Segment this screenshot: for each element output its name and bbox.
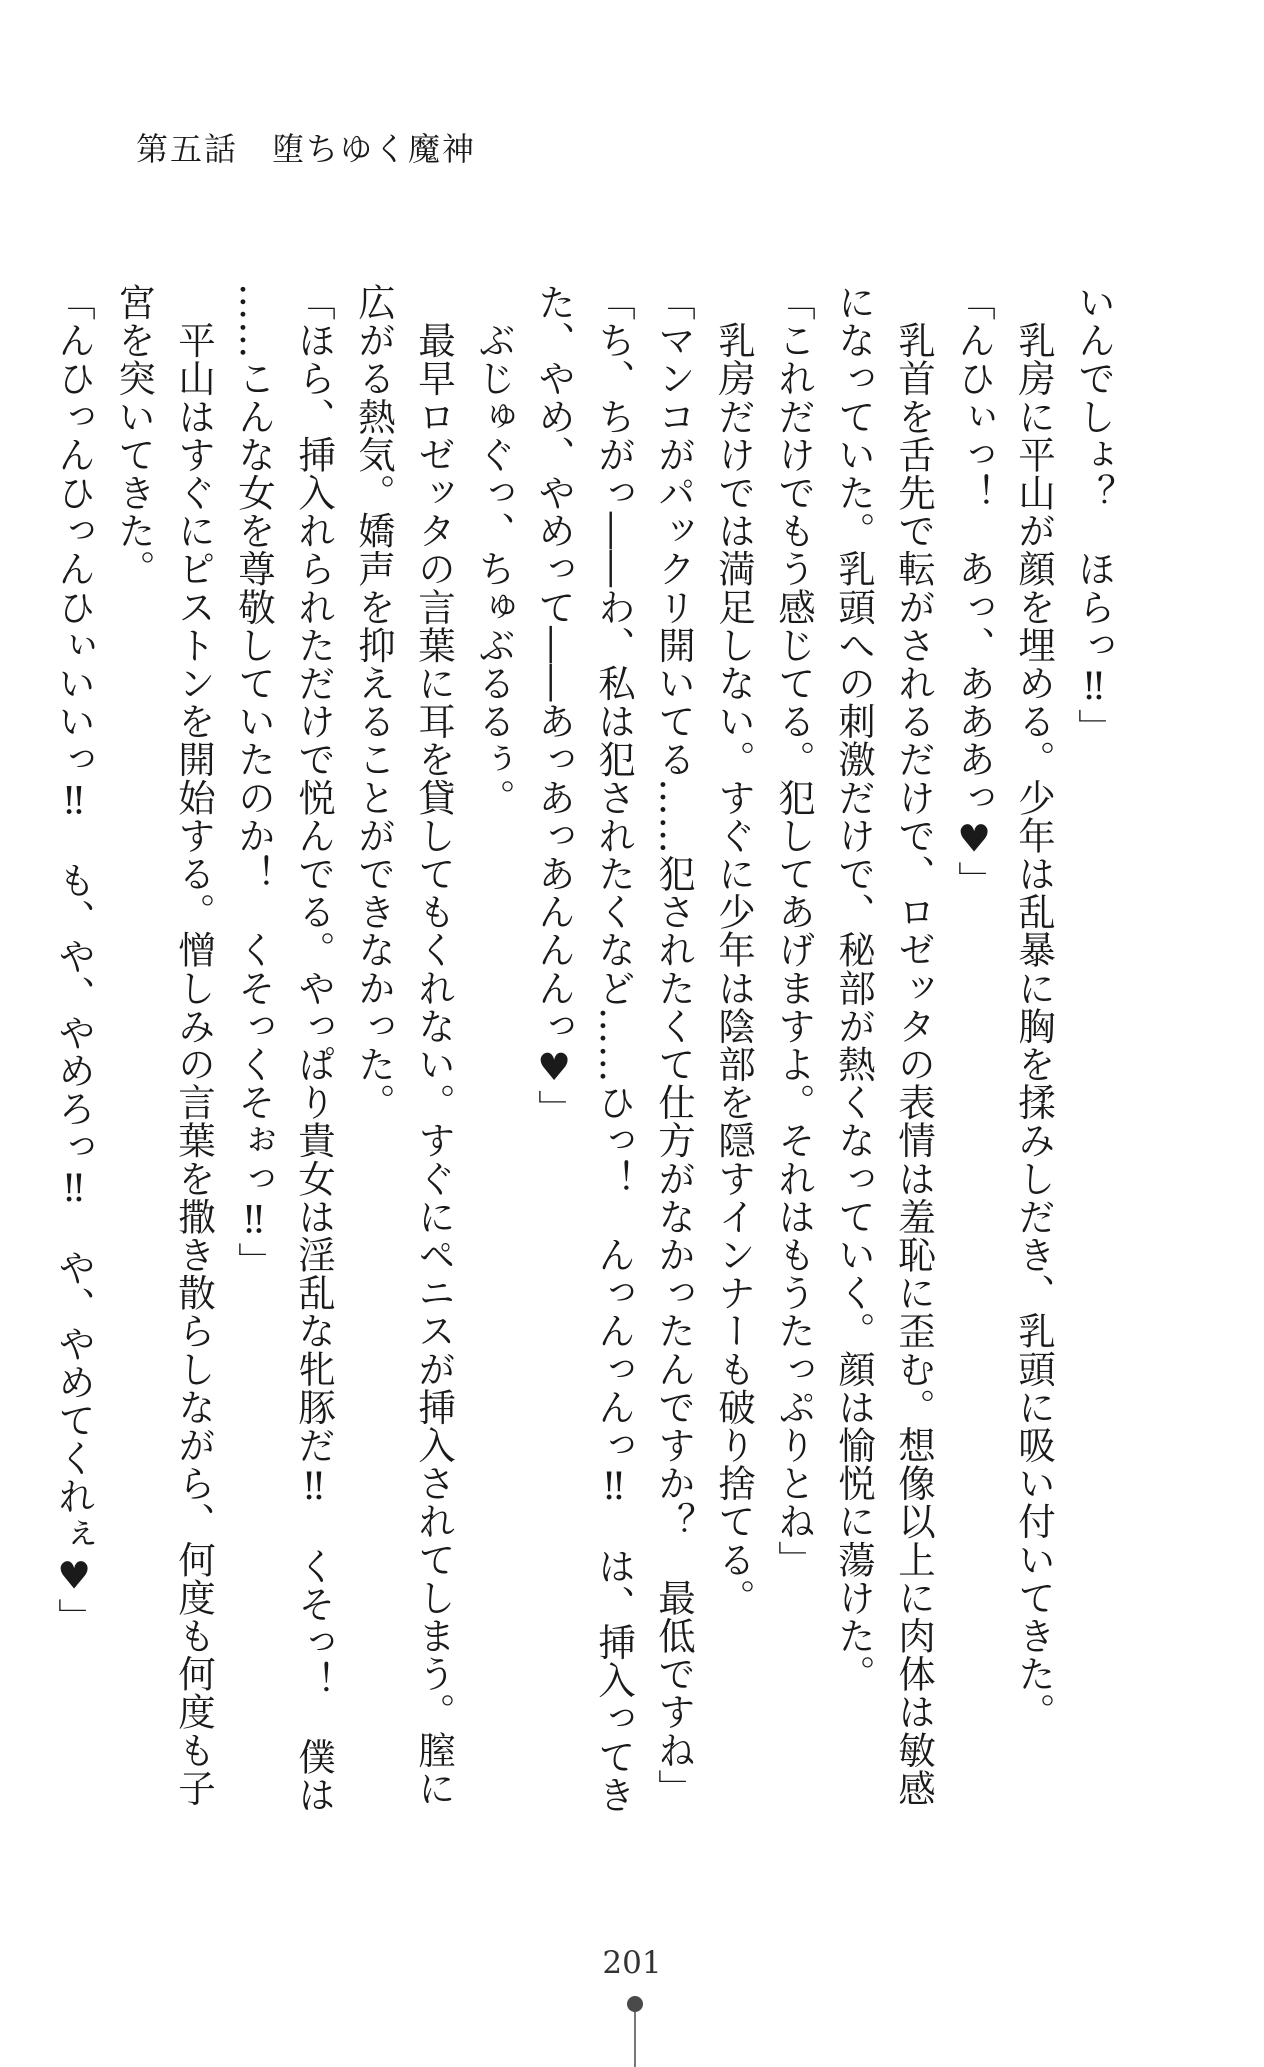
text-line: 「ほら、挿入れられただけで悦んでる。やっぱり貴女は淫乱な牝豚だ‼ くそっ！ 僕は xyxy=(292,283,336,1814)
text-line: 宮を突いてきた。 xyxy=(112,283,156,588)
text-line: 乳首を舌先で転がされるだけで、ロゼッタの表情は羞恥に歪む。想像以上に肉体は敏感 xyxy=(892,283,936,1807)
text-line: 平山はすぐにピストンを開始する。憎しみの言葉を撒き散らしながら、何度も何度も子 xyxy=(172,283,216,1807)
chapter-header: 第五話 堕ちゆく魔神 xyxy=(136,130,477,168)
text-line: た、やめ、やめって――あっあっあんんんっ♥」 xyxy=(532,283,576,1128)
page-marker-line xyxy=(634,2012,636,2067)
text-line: 乳房に平山が顔を埋める。少年は乱暴に胸を揉みしだき、乳頭に吸い付いてきた。 xyxy=(1012,283,1056,1731)
text-line: 「ち、ちがっ――わ、私は犯されたくなど……ひっ！ んっんっんっ‼ は、挿入ってき xyxy=(592,283,636,1814)
text-line: 最早ロゼッタの言葉に耳を貸してもくれない。すぐにペニスが挿入されてしまう。膣に xyxy=(412,283,456,1807)
text-line: 「マンコがパックリ開いてる……犯されたくて仕方がなかったんですか？ 最低ですね」 xyxy=(652,283,696,1807)
text-line: ……こんな女を尊敬していたのか！ くそっくそぉっ‼」 xyxy=(232,283,276,1281)
page-footer xyxy=(0,1945,1264,2067)
text-line: になっていた。乳頭への刺激だけで、秘部が熱くなっていく。顔は愉悦に蕩けた。 xyxy=(832,283,876,1693)
text-line: 「んひっんひっんひぃいいっ‼ も、や、やめろっ‼ や、やめてくれぇ♥」 xyxy=(52,283,96,1636)
text-line: いんでしょ？ ほらっ‼」 xyxy=(1072,283,1116,747)
text-line: 広がる熱気。嬌声を抑えることができなかった。 xyxy=(352,283,396,1122)
text-line: 「これだけでもう感じてる。犯してあげますよ。それはもうたっぷりとね」 xyxy=(772,283,816,1579)
text-line: ぶじゅぐっ、ちゅぶるるぅ。 xyxy=(472,283,516,817)
text-line: 「んひぃっ！ あっ、あああっ♥」 xyxy=(952,283,996,900)
page-marker-dot xyxy=(627,1996,643,2012)
text-line: 乳房だけでは満足しない。すぐに少年は陰部を隠すインナーも破り捨てる。 xyxy=(712,283,756,1617)
page-number: 201 xyxy=(602,1945,662,1981)
body-text xyxy=(52,283,1124,1814)
